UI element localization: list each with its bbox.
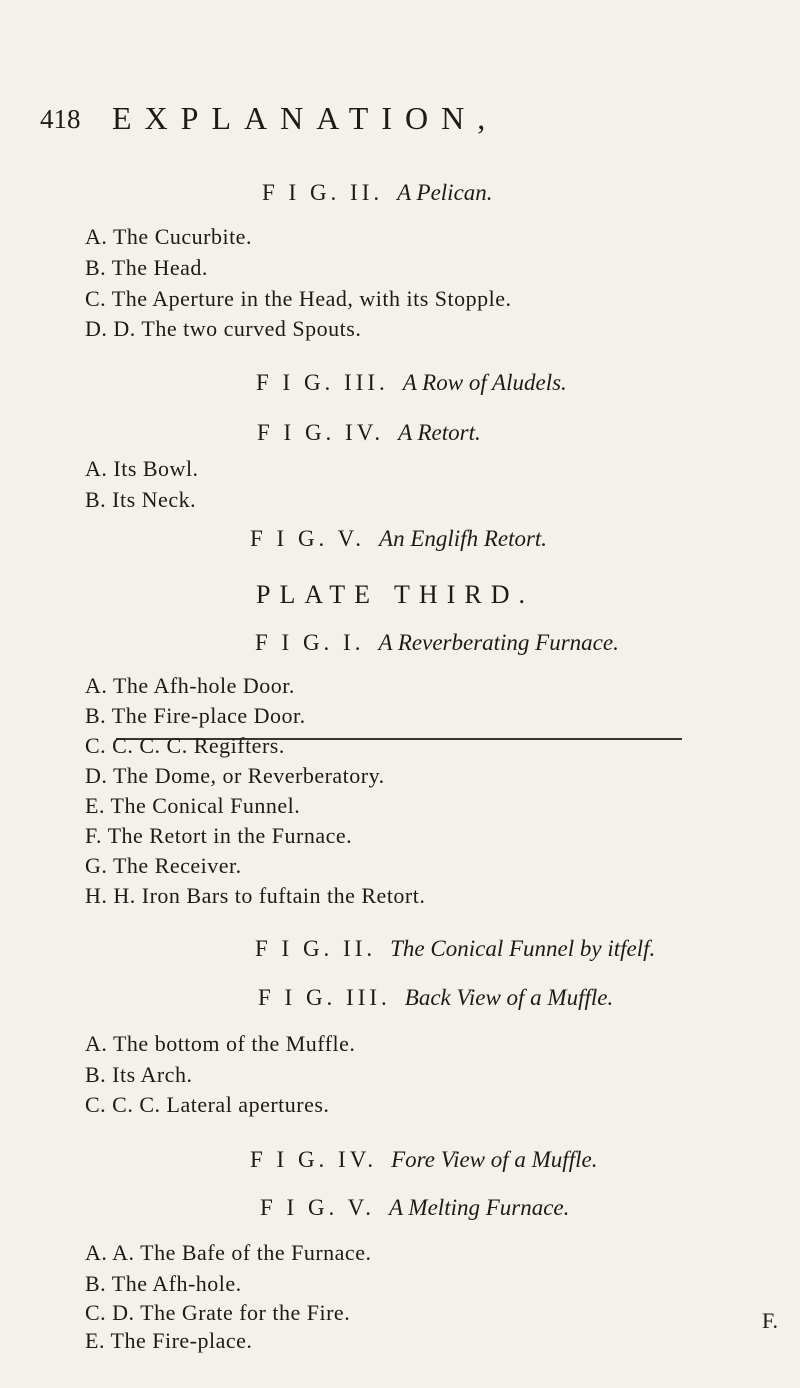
fig-caption: The Conical Funnel by itfelf.: [390, 936, 656, 961]
fig-caption: A Melting Furnace.: [389, 1195, 570, 1220]
page-number: 418: [40, 104, 81, 134]
list-item: G. The Receiver.: [85, 853, 242, 878]
fig-heading-english-retort: [250, 526, 547, 552]
running-head: EXPLANATION,: [112, 100, 499, 136]
fig-caption: A Retort.: [398, 420, 481, 445]
fig-caption: A Reverberating Furnace.: [378, 630, 619, 655]
list-item: B. The Fire-place Door.: [85, 703, 306, 728]
fig-caption: Fore View of a Muffle.: [391, 1147, 598, 1172]
list-item: B. Its Neck.: [85, 487, 197, 512]
fig-label: F I G. II.: [262, 180, 384, 205]
list-item: C. C. C. C. Regifters.: [85, 733, 285, 758]
list-item: C. C. C. Lateral apertures.: [85, 1092, 330, 1117]
fig-label: F I G. IV.: [257, 420, 385, 445]
list-item: D. D. The two curved Spouts.: [85, 316, 362, 341]
fig-label: F I G. III.: [258, 985, 391, 1010]
fig-caption: A Row of Aludels.: [402, 370, 567, 395]
list-item: E. The Fire-place.: [85, 1328, 253, 1353]
plate-title: PLATE THIRD.: [256, 580, 534, 609]
list-item: A. The Afh-hole Door.: [85, 673, 295, 698]
fig-caption: A Pelican.: [397, 180, 493, 205]
fig-label: F I G. V.: [260, 1195, 376, 1220]
fig-label: F I G. IV.: [250, 1147, 378, 1172]
fig-caption: An Englifh Retort.: [379, 526, 548, 551]
fig-label: F I G. V.: [250, 526, 366, 551]
list-item: H. H. Iron Bars to fuftain the Retort.: [85, 883, 426, 908]
list-item: F. The Retort in the Furnace.: [85, 823, 353, 848]
list-item: C. The Aperture in the Head, with its Stopple.: [85, 286, 512, 311]
list-item: C. D. The Grate for the Fire.: [85, 1300, 351, 1325]
fig-heading-muffle-fore: [250, 1147, 597, 1173]
fig-label: F I G. III.: [256, 370, 389, 395]
fig-heading-pelican: [262, 180, 493, 206]
list-item: D. The Dome, or Reverberatory.: [85, 763, 385, 788]
list-item: B. The Afh-hole.: [85, 1271, 242, 1296]
list-item: A. Its Bowl.: [85, 456, 199, 481]
fig-heading-muffle-back: [258, 985, 613, 1011]
fig-heading-melting-furnace: [260, 1195, 569, 1221]
list-item: B. Its Arch.: [85, 1062, 193, 1087]
fig-heading-reverberating-furnace: [255, 630, 619, 656]
fig-heading-aludels: [256, 370, 567, 396]
fig-label: F I G. I.: [255, 630, 365, 655]
list-item: E. The Conical Funnel.: [85, 793, 301, 818]
list-item: A. The Cucurbite.: [85, 224, 252, 249]
fig-caption: Back View of a Muffle.: [404, 985, 614, 1010]
list-item: A. A. The Bafe of the Furnace.: [85, 1240, 372, 1265]
list-item: A. The bottom of the Muffle.: [85, 1031, 356, 1056]
fig-heading-retort: [257, 420, 481, 446]
fig-label: F I G. II.: [255, 936, 377, 961]
catchword: F.: [762, 1308, 778, 1333]
list-item: B. The Head.: [85, 255, 208, 280]
fig-heading-conical-funnel: [255, 936, 655, 962]
